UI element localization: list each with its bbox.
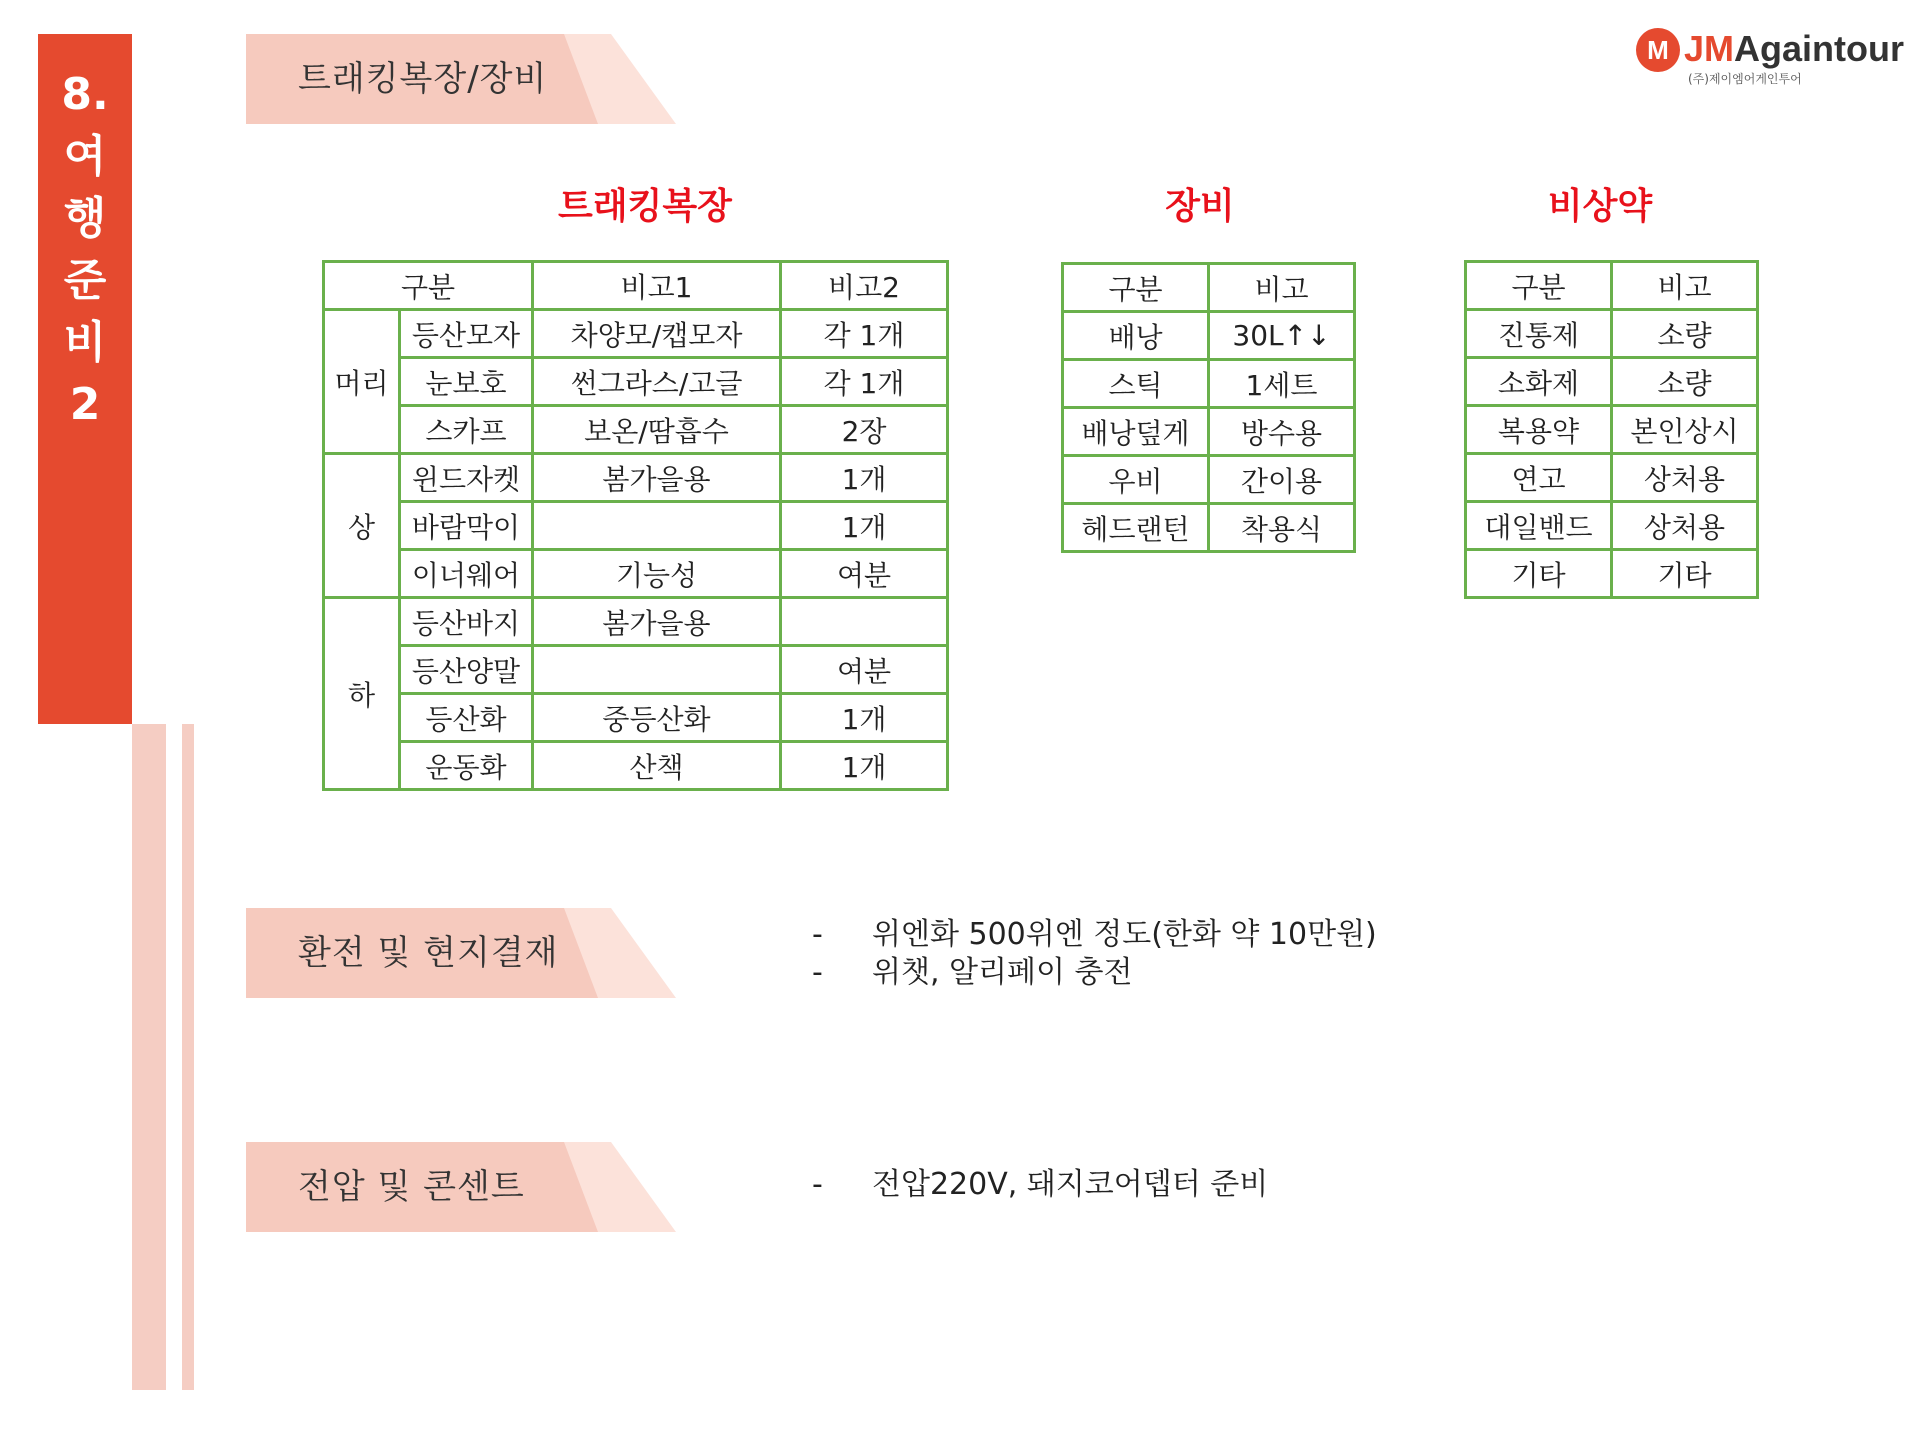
note1-cell: 봄가을용 xyxy=(533,598,781,646)
logo-subtitle: (주)제이엠어게인투어 xyxy=(1688,72,1802,86)
note-cell: 상처용 xyxy=(1612,454,1758,502)
note-cell: 소량 xyxy=(1612,310,1758,358)
item-cell: 기타 xyxy=(1466,550,1612,598)
item-cell: 등산양말 xyxy=(400,646,533,694)
equipment-table-title: 장비 xyxy=(1165,186,1235,227)
clothing-table xyxy=(322,260,949,791)
note2-cell: 1개 xyxy=(781,454,948,502)
item-cell: 헤드랜턴 xyxy=(1063,504,1209,552)
medicine-table-title: 비상약 xyxy=(1547,186,1653,227)
company-logo xyxy=(1636,26,1904,86)
section-heading-exchange xyxy=(246,908,676,998)
bullet-dash: - xyxy=(812,1167,823,1202)
note-cell: 소량 xyxy=(1612,358,1758,406)
item-cell: 눈보호 xyxy=(400,358,533,406)
side-title-char: 여 xyxy=(63,131,107,182)
side-title-text xyxy=(38,64,132,436)
bullet-text: 위엔화 500위엔 정도(한화 약 10만원) xyxy=(872,917,1377,952)
logo-brand-dark: Againtour xyxy=(1734,28,1904,69)
item-cell: 이너웨어 xyxy=(400,550,533,598)
bullet-text: 위챗, 알리페이 충전 xyxy=(872,955,1133,990)
item-cell: 윈드자켓 xyxy=(400,454,533,502)
item-cell: 연고 xyxy=(1466,454,1612,502)
group-label-bottom: 하 xyxy=(324,598,400,790)
side-title-bar xyxy=(38,34,132,724)
bullet-text: 전압220V, 돼지코어뎁터 준비 xyxy=(872,1167,1269,1202)
table-row xyxy=(324,310,948,358)
table-header-cell: 비고 xyxy=(1209,264,1355,312)
table-header-cell: 비고2 xyxy=(781,262,948,310)
note2-cell: 각 1개 xyxy=(781,358,948,406)
group-label-top: 상 xyxy=(324,454,400,598)
note1-cell: 차양모/캡모자 xyxy=(533,310,781,358)
note2-cell: 1개 xyxy=(781,502,948,550)
table-header-cell: 비고 xyxy=(1612,262,1758,310)
table-row xyxy=(324,550,948,598)
note1-cell: 보온/땀흡수 xyxy=(533,406,781,454)
table-row xyxy=(324,406,948,454)
note1-cell xyxy=(533,502,781,550)
note-cell: 기타 xyxy=(1612,550,1758,598)
note1-cell: 봄가을용 xyxy=(533,454,781,502)
note1-cell xyxy=(533,646,781,694)
table-row xyxy=(324,646,948,694)
table-row xyxy=(1466,358,1758,406)
table-row xyxy=(1466,406,1758,454)
table-row xyxy=(1063,360,1355,408)
item-cell: 등산바지 xyxy=(400,598,533,646)
note2-cell: 여분 xyxy=(781,550,948,598)
item-cell: 등산화 xyxy=(400,694,533,742)
note2-cell: 여분 xyxy=(781,646,948,694)
note2-cell: 각 1개 xyxy=(781,310,948,358)
item-cell: 스틱 xyxy=(1063,360,1209,408)
table-row xyxy=(324,742,948,790)
bullet-dash: - xyxy=(812,917,823,952)
logo-mark-icon: M xyxy=(1636,28,1680,72)
note2-cell: 1개 xyxy=(781,694,948,742)
note1-cell: 중등산화 xyxy=(533,694,781,742)
note-cell: 상처용 xyxy=(1612,502,1758,550)
table-row xyxy=(1466,550,1758,598)
exchange-note-2 xyxy=(812,954,1132,992)
side-stripe-thin xyxy=(182,724,194,1390)
table-header-cell: 구분 xyxy=(1466,262,1612,310)
table-header-cell: 비고1 xyxy=(533,262,781,310)
bullet-dash: - xyxy=(812,955,823,990)
medicine-table xyxy=(1464,260,1759,599)
note-cell: 착용식 xyxy=(1209,504,1355,552)
item-cell: 운동화 xyxy=(400,742,533,790)
table-row xyxy=(324,598,948,646)
side-title-char: 행 xyxy=(63,193,107,244)
item-cell: 스카프 xyxy=(400,406,533,454)
note-cell: 1세트 xyxy=(1209,360,1355,408)
table-row xyxy=(1063,312,1355,360)
table-row xyxy=(1466,310,1758,358)
item-cell: 배낭 xyxy=(1063,312,1209,360)
table-row xyxy=(1063,504,1355,552)
table-row xyxy=(324,454,948,502)
note-cell: 30L↑↓ xyxy=(1209,312,1355,360)
section-heading-label: 트래킹복장/장비 xyxy=(298,59,548,99)
note-cell: 간이용 xyxy=(1209,456,1355,504)
table-header-row xyxy=(1466,262,1758,310)
item-cell: 바람막이 xyxy=(400,502,533,550)
item-cell: 대일밴드 xyxy=(1466,502,1612,550)
note2-cell xyxy=(781,598,948,646)
table-header-row xyxy=(1063,264,1355,312)
logo-brand-red: JM xyxy=(1684,28,1735,69)
item-cell: 소화제 xyxy=(1466,358,1612,406)
side-title-char: 2 xyxy=(69,379,101,430)
exchange-note-1 xyxy=(812,916,1377,954)
note-cell: 방수용 xyxy=(1209,408,1355,456)
side-stripe-wide xyxy=(132,724,166,1390)
table-header-row xyxy=(324,262,948,310)
item-cell: 우비 xyxy=(1063,456,1209,504)
note1-cell: 썬그라스/고글 xyxy=(533,358,781,406)
voltage-note-1 xyxy=(812,1166,1268,1204)
note1-cell: 산책 xyxy=(533,742,781,790)
note2-cell: 1개 xyxy=(781,742,948,790)
item-cell: 배낭덮게 xyxy=(1063,408,1209,456)
note-cell: 본인상시 xyxy=(1612,406,1758,454)
group-label-head: 머리 xyxy=(324,310,400,454)
side-title-char: 비 xyxy=(63,317,107,368)
note2-cell: 2장 xyxy=(781,406,948,454)
table-header-cell: 구분 xyxy=(324,262,533,310)
item-cell: 진통제 xyxy=(1466,310,1612,358)
table-header-cell: 구분 xyxy=(1063,264,1209,312)
note1-cell: 기능성 xyxy=(533,550,781,598)
item-cell: 복용약 xyxy=(1466,406,1612,454)
table-row xyxy=(1466,454,1758,502)
item-cell: 등산모자 xyxy=(400,310,533,358)
clothing-table-title: 트래킹복장 xyxy=(558,186,732,227)
section-heading-label: 환전 및 현지결재 xyxy=(298,933,559,973)
side-title-char: 8. xyxy=(61,69,109,120)
section-heading-voltage xyxy=(246,1142,676,1232)
side-title-char: 준 xyxy=(63,255,107,306)
section-heading-clothing xyxy=(246,34,676,124)
section-heading-label: 전압 및 콘센트 xyxy=(298,1167,525,1207)
equipment-table xyxy=(1061,262,1356,553)
table-row xyxy=(1063,456,1355,504)
table-row xyxy=(324,694,948,742)
table-row xyxy=(324,502,948,550)
logo-brand xyxy=(1684,26,1904,72)
table-row xyxy=(324,358,948,406)
table-row xyxy=(1466,502,1758,550)
table-row xyxy=(1063,408,1355,456)
